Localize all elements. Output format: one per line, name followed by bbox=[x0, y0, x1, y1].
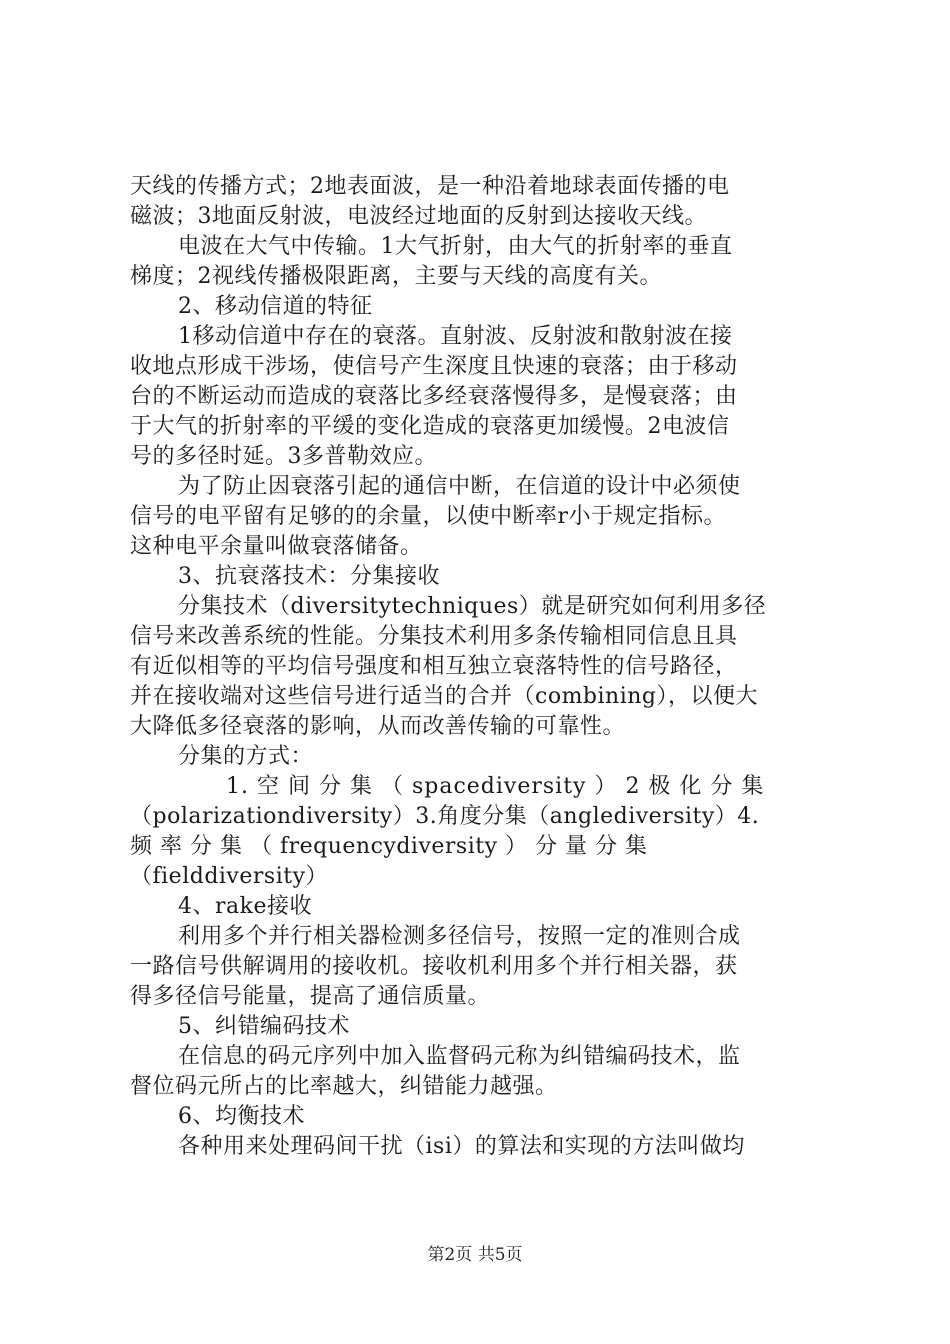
section-heading: 5、纠错编码技术 bbox=[178, 1014, 350, 1039]
text-line: 天线的传播方式；2地表面波，是一种沿着地球表面传播的电 bbox=[130, 174, 730, 199]
text-line: 这种电平余量叫做衰落储备。 bbox=[130, 534, 423, 559]
text-line: 信号来改善系统的性能。分集技术利用多条传输相同信息且具 bbox=[130, 624, 738, 649]
text-line: 利用多个并行相关器检测多径信号，按照一定的准则合成 bbox=[178, 924, 741, 949]
text-line: 分集技术（diversitytechniques）就是研究如何利用多径 bbox=[178, 594, 767, 619]
text-line: 分集的方式： bbox=[178, 744, 314, 769]
document-body bbox=[130, 172, 830, 1162]
section-heading: 3、抗衰落技术：分集接收 bbox=[178, 564, 440, 589]
text-line: 大降低多径衰落的影响，从而改善传输的可靠性。 bbox=[130, 714, 626, 739]
text-line: 各种用来处理码间干扰（isi）的算法和实现的方法叫做均 bbox=[178, 1134, 745, 1159]
section-heading: 4、rake接收 bbox=[178, 894, 312, 919]
text-line: 督位码元所占的比率越大，纠错能力越强。 bbox=[130, 1074, 558, 1099]
text-line: （fielddiversity） bbox=[130, 864, 328, 889]
text-line: 有近似相等的平均信号强度和相互独立衰落特性的信号路径， bbox=[130, 654, 738, 679]
text-line: 信号的电平留有足够的的余量，以使中断率r小于规定指标。 bbox=[130, 504, 727, 529]
text-line: 台的不断运动而造成的衰落比多经衰落慢得多，是慢衰落；由 bbox=[130, 384, 738, 409]
text-line: 一路信号供解调用的接收机。接收机利用多个并行相关器，获 bbox=[130, 954, 738, 979]
text-line: 频 率 分 集 （ frequencydiversity ） 分 量 分 集 bbox=[130, 834, 648, 859]
section-heading: 6、均衡技术 bbox=[178, 1104, 305, 1129]
text-line: 得多径信号能量，提高了通信质量。 bbox=[130, 984, 491, 1009]
text-line: 并在接收端对这些信号进行适当的合并（combining），以便大 bbox=[130, 684, 759, 709]
section-heading: 2、移动信道的特征 bbox=[178, 294, 373, 319]
text-line: 梯度；2视线传播极限距离，主要与天线的高度有关。 bbox=[130, 264, 662, 289]
text-line: （polarizationdiversity）3.角度分集（anglediversity）4. bbox=[130, 804, 760, 829]
text-line: 号的多径时延。3多普勒效应。 bbox=[130, 444, 437, 469]
page-footer: 第2页 共5页 bbox=[427, 1245, 523, 1265]
text-line: 电波在大气中传输。1大气折射，由大气的折射率的垂直 bbox=[178, 234, 733, 259]
text-line: 1. 空 间 分 集 （ spacediversity ） 2 极 化 分 集 bbox=[226, 774, 765, 799]
text-line: 在信息的码元序列中加入监督码元称为纠错编码技术，监 bbox=[178, 1044, 741, 1069]
text-line: 磁波；3地面反射波，电波经过地面的反射到达接收天线。 bbox=[130, 204, 707, 229]
text-line: 于大气的折射率的平缓的变化造成的衰落更加缓慢。2电波信 bbox=[130, 414, 730, 439]
text-line: 1移动信道中存在的衰落。直射波、反射波和散射波在接 bbox=[178, 324, 733, 349]
text-line: 收地点形成干涉场，使信号产生深度且快速的衰落；由于移动 bbox=[130, 354, 738, 379]
text-line: 为了防止因衰落引起的通信中断，在信道的设计中必须使 bbox=[178, 474, 741, 499]
